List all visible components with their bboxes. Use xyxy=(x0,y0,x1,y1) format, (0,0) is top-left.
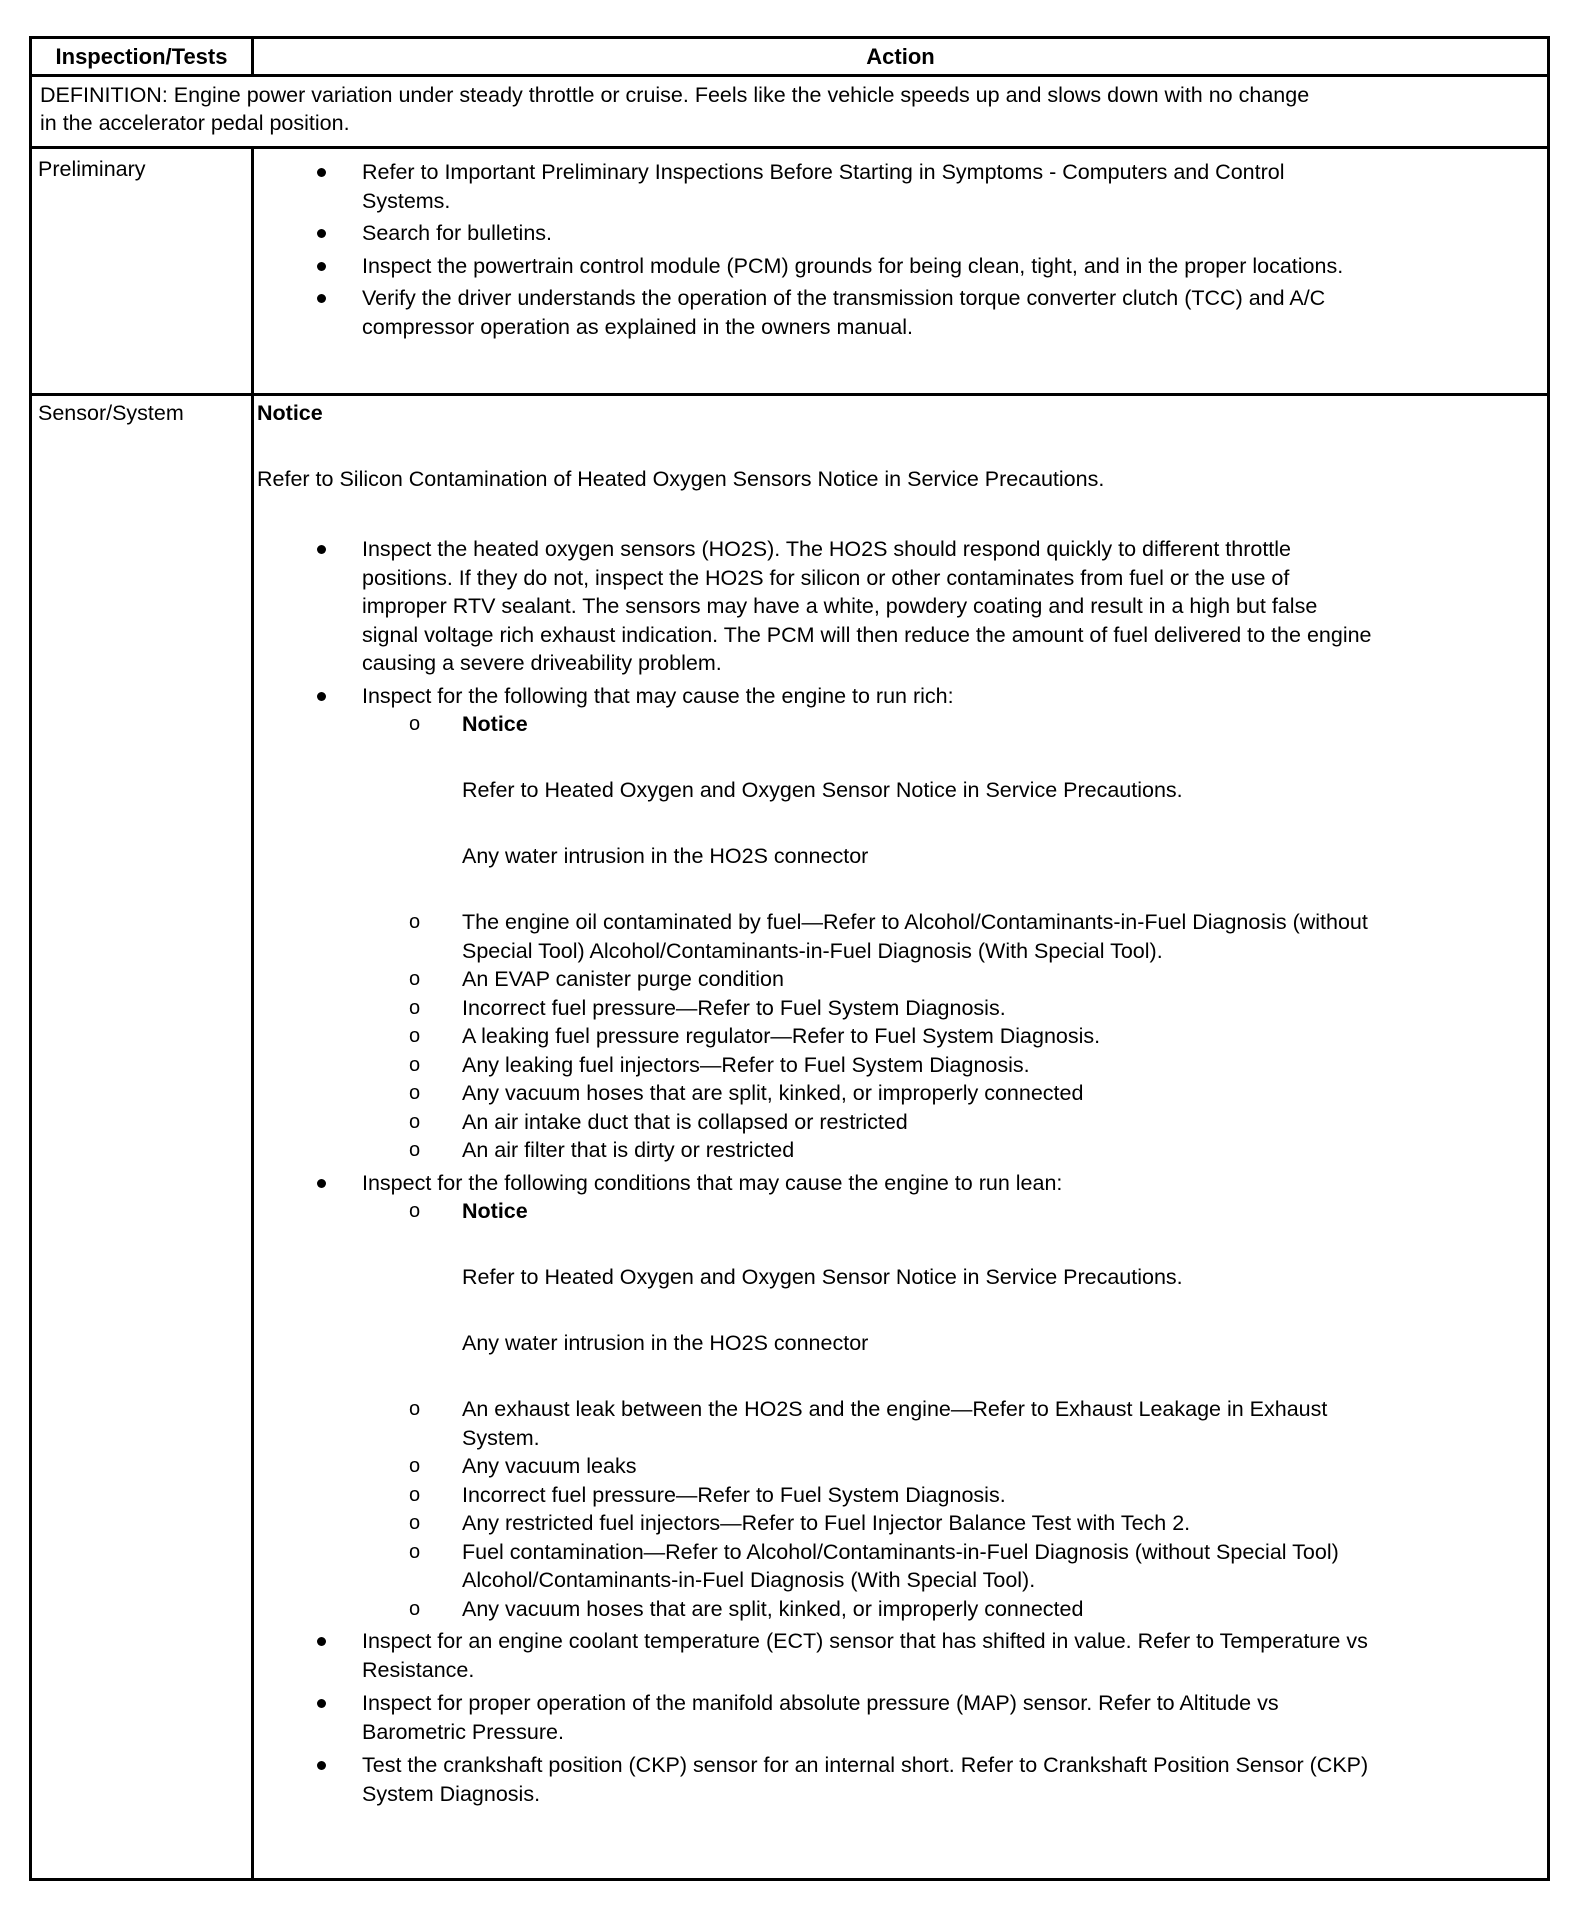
rich-item-3-line: Incorrect fuel pressure—Refer to Fuel System Diagnosis. xyxy=(462,995,1006,1020)
lean-item-5-line: Fuel contamination—Refer to Alcohol/Contaminants-in-Fuel Diagnosis (without Special Tool) xyxy=(462,1539,1339,1564)
rich-notice-title: Notice xyxy=(462,712,528,736)
lean-notice-water: Any water intrusion in the HO2S connector xyxy=(462,1331,869,1355)
definition-line-1: DEFINITION: Engine power variation under steady throttle or cruise. Feels like the vehicle speeds up and slows down with no change xyxy=(40,83,1310,107)
lean-intro-line: Inspect for the following conditions that may cause the engine to run lean: xyxy=(362,1170,1063,1195)
rich-item-7-line: An air intake duct that is collapsed or restricted xyxy=(462,1109,908,1134)
rich-item-1-line: Special Tool) Alcohol/Contaminants-in-Fuel Diagnosis (With Special Tool). xyxy=(462,938,1163,963)
sub-bullet-icon: o xyxy=(409,1200,421,1222)
rich-item-4-line: A leaking fuel pressure regulator—Refer to Fuel System Diagnosis. xyxy=(462,1024,1101,1048)
preliminary-item-4-line: compressor operation as explained in the owners manual. xyxy=(362,314,913,339)
preliminary-item-3-line: Inspect the powertrain control module (PCM) grounds for being clean, tight, and in the proper locations. xyxy=(362,253,1344,278)
preliminary-item-1-line: Systems. xyxy=(362,188,451,213)
lean-item-1-line: System. xyxy=(462,1425,540,1450)
lean-item-1-line: An exhaust leak between the HO2S and the engine—Refer to Exhaust Leakage in Exhaust xyxy=(462,1397,1328,1421)
rich-item-2-line: An EVAP canister purge condition xyxy=(462,967,784,991)
sub-bullet-icon: o xyxy=(409,911,421,933)
final-item-1-line: Resistance. xyxy=(362,1657,475,1682)
preliminary-item-4-line: Verify the driver understands the operation of the transmission torque converter clutch (TCC) and A/C xyxy=(362,286,1326,310)
lean-item-6-line: Any vacuum hoses that are split, kinked, or improperly connected xyxy=(462,1596,1084,1621)
bullet-icon xyxy=(317,1637,326,1646)
column-divider xyxy=(251,149,254,1881)
lean-notice-title: Notice xyxy=(462,1199,528,1223)
bullet-icon xyxy=(317,692,326,701)
sub-bullet-icon: o xyxy=(409,1597,421,1620)
sub-bullet-icon: o xyxy=(409,1398,421,1420)
sub-bullet-icon: o xyxy=(409,1540,421,1563)
header-action: Action xyxy=(866,44,935,69)
sub-bullet-icon: o xyxy=(409,968,421,990)
lean-item-5-line: Alcohol/Contaminants-in-Fuel Diagnosis (With Special Tool). xyxy=(462,1568,1036,1592)
rich-item-8-line: An air filter that is dirty or restricted xyxy=(462,1138,795,1162)
bullet-icon xyxy=(317,168,326,177)
bullet-icon xyxy=(317,229,326,238)
final-item-3-line: System Diagnosis. xyxy=(362,1781,541,1806)
ho2s-item-line: signal voltage rich exhaust indication. The PCM will then reduce the amount of fuel delivered to the engine xyxy=(362,622,1372,647)
bullet-icon xyxy=(317,1179,326,1188)
row-divider xyxy=(32,393,1547,396)
bullet-icon xyxy=(317,1699,326,1708)
final-item-1-line: Inspect for an engine coolant temperature (ECT) sensor that has shifted in value. Refer to Temperature vs xyxy=(362,1629,1368,1653)
notice-text: Refer to Silicon Contamination of Heated Oxygen Sensors Notice in Service Precautions. xyxy=(257,467,1105,491)
rich-notice-water: Any water intrusion in the HO2S connector xyxy=(462,844,869,868)
ho2s-item-line: causing a severe driveability problem. xyxy=(362,651,722,675)
rich-intro-line: Inspect for the following that may cause the engine to run rich: xyxy=(362,683,954,708)
sub-bullet-icon: o xyxy=(409,1512,421,1534)
preliminary-item-2-line: Search for bulletins. xyxy=(362,221,553,245)
final-item-2-line: Inspect for proper operation of the manifold absolute pressure (MAP) sensor. Refer to Altitude vs xyxy=(362,1691,1279,1715)
sensor-system-label: Sensor/System xyxy=(38,401,184,425)
rich-item-5-line: Any leaking fuel injectors—Refer to Fuel System Diagnosis. xyxy=(462,1052,1030,1077)
ho2s-item-line: Inspect the heated oxygen sensors (HO2S). The HO2S should respond quickly to different throttle xyxy=(362,537,1292,561)
bullet-icon xyxy=(317,294,326,303)
sub-bullet-icon: o xyxy=(409,1025,421,1047)
preliminary-label: Preliminary xyxy=(38,157,146,181)
rich-notice-text: Refer to Heated Oxygen and Oxygen Sensor Notice in Service Precautions. xyxy=(462,778,1183,802)
final-item-3-line: Test the crankshaft position (CKP) sensor for an internal short. Refer to Crankshaft Position Sensor (CKP) xyxy=(362,1753,1369,1777)
ho2s-item-line: improper RTV sealant. The sensors may have a white, powdery coating and result in a high but false xyxy=(362,594,1318,618)
rich-item-6-line: Any vacuum hoses that are split, kinked, or improperly connected xyxy=(462,1081,1084,1105)
bullet-icon xyxy=(317,1761,326,1770)
preliminary-item-1-line: Refer to Important Preliminary Inspections Before Starting in Symptoms - Computers and Control xyxy=(362,160,1285,184)
definition-line-2: in the accelerator pedal position. xyxy=(40,111,350,135)
sub-bullet-icon: o xyxy=(409,1053,421,1076)
diagnosis-table xyxy=(29,36,1550,1881)
header-inspection-tests: Inspection/Tests xyxy=(32,39,254,74)
lean-item-3-line: Incorrect fuel pressure—Refer to Fuel System Diagnosis. xyxy=(462,1482,1006,1507)
sub-bullet-icon: o xyxy=(409,1082,421,1104)
sub-bullet-icon: o xyxy=(409,1483,421,1506)
sub-bullet-icon: o xyxy=(409,996,421,1019)
sub-bullet-icon: o xyxy=(409,1110,421,1133)
sub-bullet-icon: o xyxy=(409,1139,421,1161)
bullet-icon xyxy=(317,262,326,271)
sub-bullet-icon: o xyxy=(409,1455,421,1477)
final-item-2-line: Barometric Pressure. xyxy=(362,1719,564,1744)
notice-title: Notice xyxy=(257,401,323,425)
lean-item-2-line: Any vacuum leaks xyxy=(462,1454,637,1478)
lean-notice-text: Refer to Heated Oxygen and Oxygen Sensor Notice in Service Precautions. xyxy=(462,1265,1183,1289)
definition-row xyxy=(32,77,1547,149)
bullet-icon xyxy=(317,545,326,554)
rich-item-1-line: The engine oil contaminated by fuel—Refer to Alcohol/Contaminants-in-Fuel Diagnosis (without xyxy=(462,910,1368,934)
sub-bullet-icon: o xyxy=(409,713,421,735)
table-header xyxy=(32,39,1547,77)
ho2s-item-line: positions. If they do not, inspect the HO2S for silicon or other contaminates from fuel or the use of xyxy=(362,565,1290,590)
lean-item-4-line: Any restricted fuel injectors—Refer to Fuel Injector Balance Test with Tech 2. xyxy=(462,1511,1191,1535)
